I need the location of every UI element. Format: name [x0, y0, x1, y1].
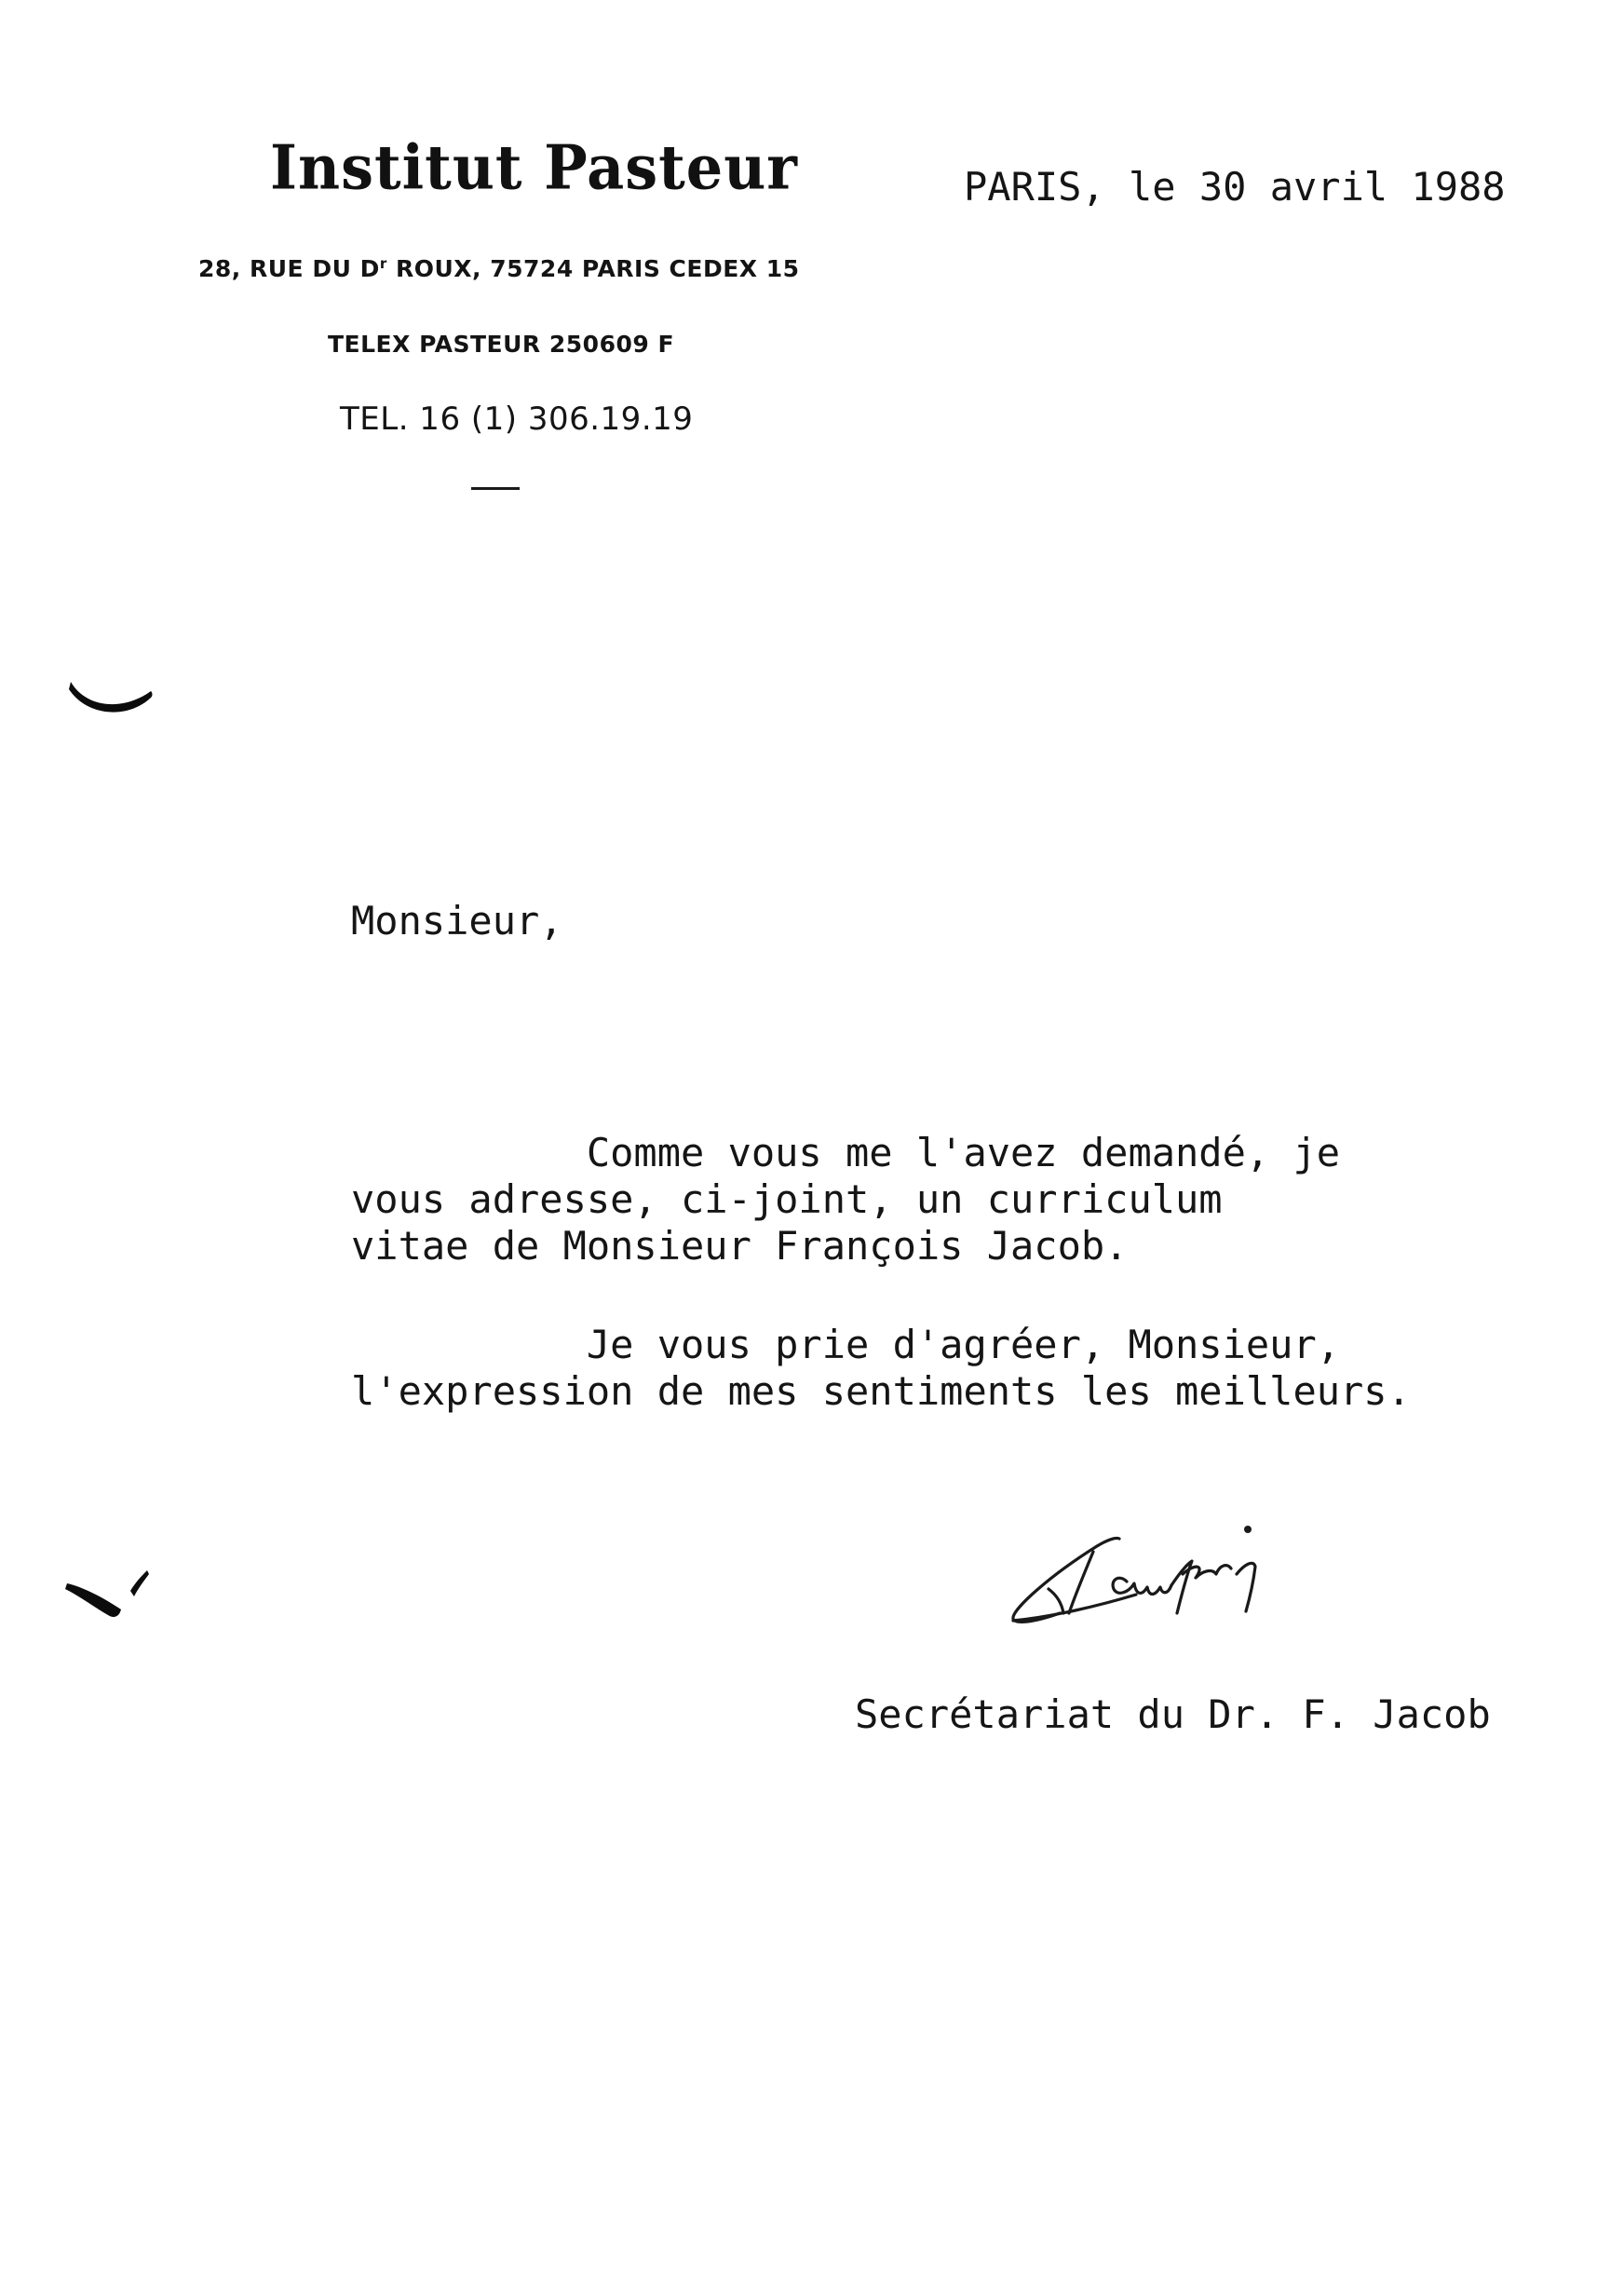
letterhead-address [198, 257, 800, 280]
letterhead-phone: TEL. 16 (1) 306.19.19 [340, 401, 694, 438]
letterhead-telex: TELEX PASTEUR 250609 F [328, 331, 675, 358]
letter-date: PARIS, le 30 avril 1988 [964, 164, 1506, 210]
letterhead-address-part1: 28, RUE DU D [198, 255, 380, 282]
punch-mark-top [67, 671, 156, 727]
letterhead-institution-name: Institut Pasteur [270, 131, 798, 204]
letterhead-divider [471, 487, 520, 490]
letter-body-paragraph-2: Je vous prie d'agréer, Monsieur, l'expression de mes sentiments les meilleurs. [351, 1322, 1411, 1414]
letter-salutation: Monsieur, [351, 898, 563, 944]
letterhead-address-superscript: r [379, 255, 387, 272]
letterhead-address-part2: ROUX, 75724 PARIS CEDEX 15 [386, 255, 800, 282]
signature-label: Secrétariat du Dr. F. Jacob [855, 1691, 1491, 1737]
punch-mark-bottom [63, 1565, 152, 1630]
handwritten-signature [996, 1509, 1332, 1649]
letter-body-paragraph-1: Comme vous me l'avez demandé, je vous adresse, ci-joint, un curriculum vitae de Monsieur François Jacob. [351, 1130, 1341, 1269]
